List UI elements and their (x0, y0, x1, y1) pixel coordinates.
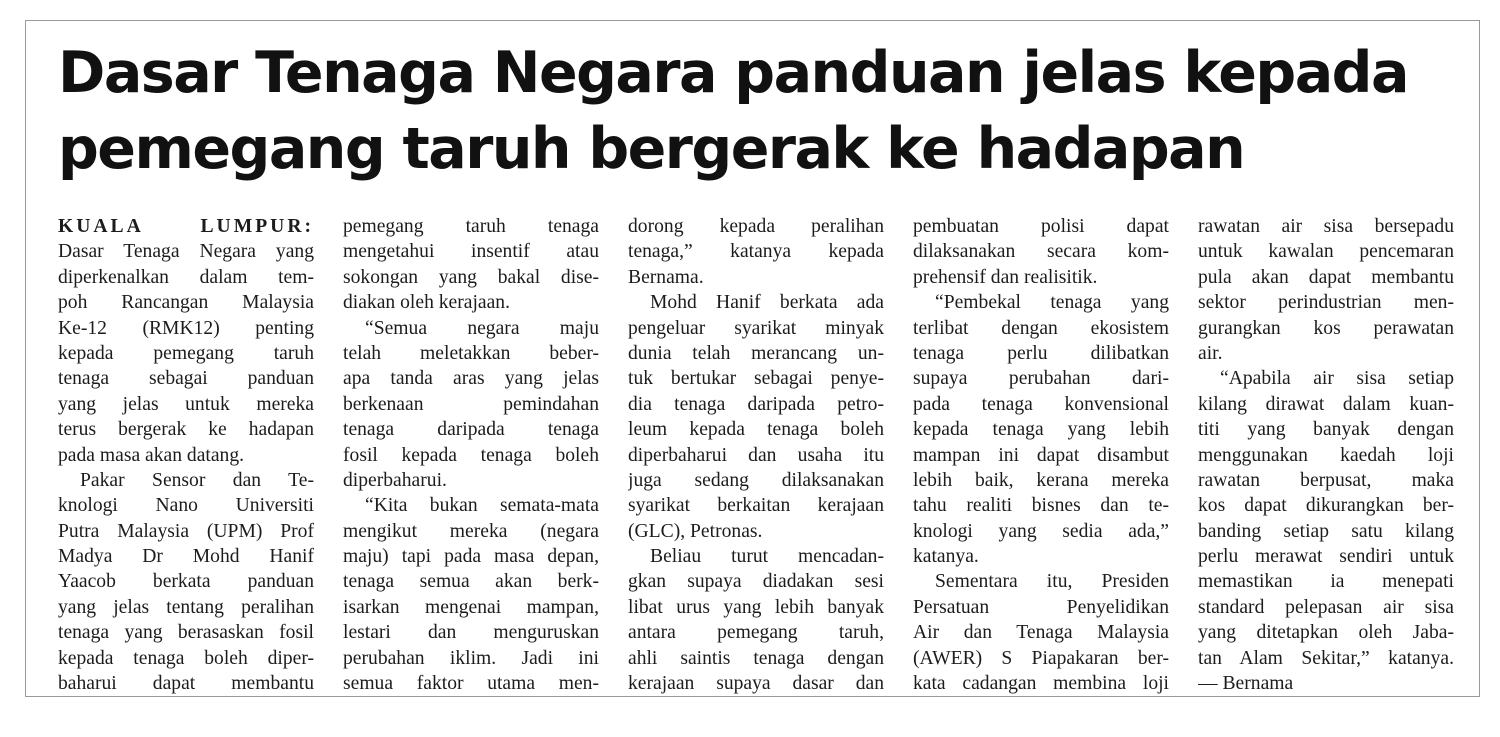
text-line: diperbaharui dan usaha itu (628, 444, 884, 466)
text-line: sokongan yang bakal dise- (343, 266, 599, 288)
text-line: juga sedang dilaksanakan (628, 469, 884, 491)
text-line: memastikan ia menepati (1198, 571, 1454, 593)
text-line: sektor perindustrian men- (1198, 292, 1454, 314)
text-line: gurangkan kos perawatan (1198, 317, 1454, 339)
text-line: telah meletakkan beber- (343, 342, 599, 364)
text-line: knologi yang sedia ada,” (913, 520, 1169, 542)
text-line: antara pemegang taruh, (628, 622, 884, 644)
text-line: semua faktor utama men- (343, 673, 599, 695)
text-line: titi yang banyak dengan (1198, 419, 1454, 441)
text-line: tenaga,” katanya kepada (628, 241, 884, 263)
text-line: apa tanda aras yang jelas (343, 368, 599, 390)
text-line: Bernama. (628, 266, 704, 288)
text-line: dilaksanakan secara kom- (913, 241, 1169, 263)
text-line: perubahan iklim. Jadi ini (343, 647, 599, 669)
text-line: standard pelepasan air sisa (1198, 596, 1454, 618)
text-line: Ke-12 (RMK12) penting (58, 317, 314, 339)
text-line: prehensif dan realisitik. (913, 266, 1098, 288)
text-line: untuk kawalan pencemaran (1198, 241, 1454, 263)
text-line: tenaga daripada tenaga (343, 419, 599, 441)
text-line: terus bergerak ke hadapan (58, 419, 314, 441)
text-line: mengikut mereka (negara (343, 520, 599, 542)
text-line: yang jelas untuk mereka (58, 393, 314, 415)
text-line: rawatan berpusat, maka (1198, 469, 1454, 491)
text-line: Madya Dr Mohd Hanif (58, 546, 314, 568)
text-column-4 (913, 214, 1169, 696)
article-body (58, 214, 1456, 694)
headline (58, 35, 1458, 187)
text-line: diakan oleh kerajaan. (343, 292, 511, 314)
text-line: tuk bertukar sebagai penye- (628, 368, 884, 390)
text-line: (GLC), Petronas. (628, 520, 763, 542)
text-line: libat urus yang lebih banyak (628, 596, 884, 618)
text-line: Beliau turut mencadan- (650, 546, 884, 568)
text-column-1 (58, 214, 314, 696)
text-line: kilang dirawat dalam kuan- (1198, 393, 1454, 415)
text-line: Mohd Hanif berkata ada (650, 292, 884, 314)
text-column-3 (628, 214, 884, 696)
text-line: kepada pemegang taruh (58, 342, 314, 364)
text-line: — Bernama (1198, 673, 1294, 695)
text-line: Sementara itu, Presiden (935, 571, 1169, 593)
text-line: pembuatan polisi dapat (913, 216, 1169, 237)
text-line: Dasar Tenaga Negara yang (58, 241, 314, 263)
text-line: berkenaan pemindahan (343, 393, 599, 415)
text-line: isarkan mengenai mampan, (343, 596, 599, 618)
headline-line: Dasar Tenaga Negara panduan jelas kepada (58, 40, 1408, 106)
text-line: katanya. (913, 546, 979, 568)
text-line: kerajaan supaya dasar dan (628, 673, 884, 695)
text-line: maju) tapi pada masa depan, (343, 546, 599, 568)
text-line: (AWER) S Piapakaran ber- (913, 647, 1169, 669)
text-line: dorong kepada peralihan (628, 216, 884, 237)
text-line: diperkenalkan dalam tem- (58, 266, 314, 288)
text-line: dunia telah merancang un- (628, 342, 884, 364)
text-line: Pakar Sensor dan Te- (80, 469, 314, 491)
text-line: kos dapat dikurangkan ber- (1198, 495, 1454, 517)
text-line: diperbaharui. (343, 469, 447, 491)
text-line: leum kepada tenaga boleh (628, 419, 884, 441)
text-line: ahli saintis tenaga dengan (628, 647, 884, 669)
text-line: syarikat berkaitan kerajaan (628, 495, 884, 517)
text-line: air. (1198, 342, 1223, 364)
text-line: tenaga sebagai panduan (58, 368, 314, 390)
text-line: yang jelas tentang peralihan (58, 596, 314, 618)
headline-line: pemegang taruh bergerak ke hadapan (58, 116, 1245, 182)
text-line: rawatan air sisa bersepadu (1198, 216, 1454, 237)
text-line: dia tenaga daripada petro- (628, 393, 884, 415)
text-column-2 (343, 214, 599, 696)
text-line: kepada tenaga boleh diper- (58, 647, 314, 669)
text-line: Yaacob berkata panduan (58, 571, 314, 593)
text-line: pemegang taruh tenaga (343, 216, 599, 237)
text-line: pada tenaga konvensional (913, 393, 1169, 415)
text-line: tan Alam Sekitar,” katanya. (1198, 647, 1454, 669)
text-line: knologi Nano Universiti (58, 495, 314, 517)
text-line: “Semua negara maju (365, 317, 599, 339)
dateline: KUALA LUMPUR: (58, 216, 314, 237)
text-line: Air dan Tenaga Malaysia (913, 622, 1169, 644)
text-line: tahu realiti bisnes dan te- (913, 495, 1169, 517)
text-line: tenaga yang berasaskan fosil (58, 622, 314, 644)
text-line: terlibat dengan ekosistem (913, 317, 1169, 339)
text-line: pengeluar syarikat minyak (628, 317, 884, 339)
text-line: menggunakan kaedah loji (1198, 444, 1454, 466)
text-line: Persatuan Penyelidikan (913, 596, 1169, 618)
text-line: kepada tenaga yang lebih (913, 419, 1169, 441)
text-line: yang ditetapkan oleh Jaba- (1198, 622, 1454, 644)
text-line: baharui dapat membantu (58, 673, 314, 695)
text-line: tenaga semua akan berk- (343, 571, 599, 593)
text-line: “Kita bukan semata-mata (365, 495, 599, 517)
text-line: perlu merawat sendiri untuk (1198, 546, 1454, 568)
text-line: lebih baik, kerana mereka (913, 469, 1169, 491)
text-line: tenaga perlu dilibatkan (913, 342, 1169, 364)
article-clipping (25, 20, 1480, 697)
text-line: lestari dan menguruskan (343, 622, 599, 644)
text-column-5 (1198, 214, 1454, 696)
text-line: banding setiap satu kilang (1198, 520, 1454, 542)
text-line: poh Rancangan Malaysia (58, 292, 314, 314)
text-line: fosil kepada tenaga boleh (343, 444, 599, 466)
text-line: kata cadangan membina loji (913, 673, 1169, 695)
text-line: mengetahui insentif atau (343, 241, 599, 263)
text-line: “Pembekal tenaga yang (935, 292, 1169, 314)
text-line: pula akan dapat membantu (1198, 266, 1454, 288)
text-line: Putra Malaysia (UPM) Prof (58, 520, 314, 542)
text-line: mampan ini dapat disambut (913, 444, 1169, 466)
text-line: supaya perubahan dari- (913, 368, 1169, 390)
text-line: “Apabila air sisa setiap (1220, 368, 1454, 390)
text-line: pada masa akan datang. (58, 444, 245, 466)
text-line: gkan supaya diadakan sesi (628, 571, 884, 593)
